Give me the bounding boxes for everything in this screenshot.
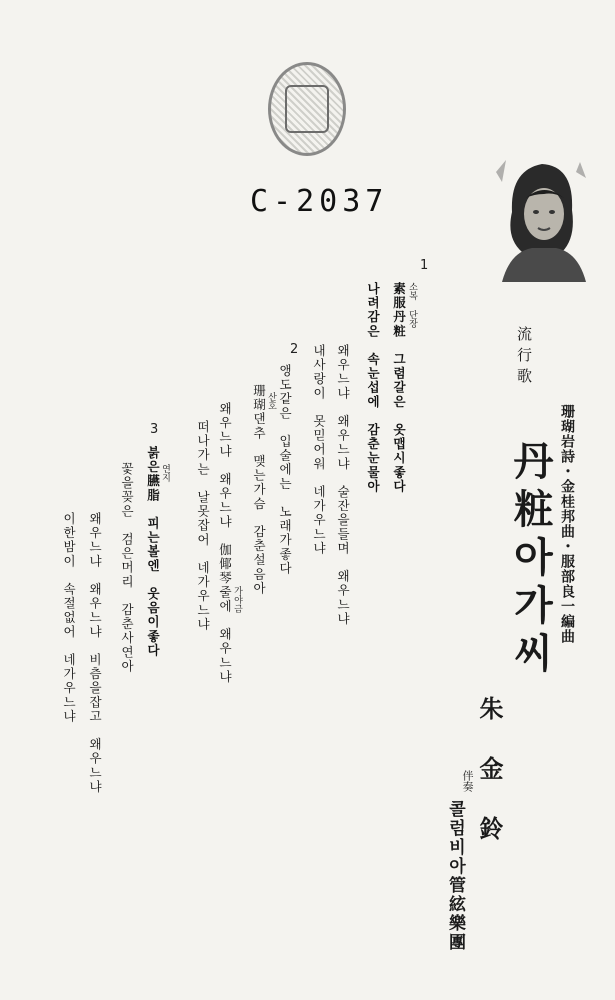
orchestra-name: 콜럼비아管絃樂團	[445, 800, 465, 952]
singer-name: 朱金鈴	[475, 696, 504, 876]
lyric-line: 내사랑이 못믿어워 네가우느냐	[311, 344, 327, 556]
lyric-ruby: 소복 단장	[407, 282, 417, 328]
accompaniment-label: 伴奏	[461, 770, 474, 792]
verse-number: 3	[150, 422, 159, 437]
lyric-line: 떠나가는 날못잡어 네가우느냐	[195, 420, 211, 632]
lyric-ruby: 산호	[266, 392, 276, 410]
genre-label: 流行歌	[515, 326, 533, 389]
credits-line: 珊瑚岩詩・金桂邦曲・服部良一編曲	[559, 404, 575, 644]
verse-number: 2	[290, 342, 299, 357]
lyric-line: 붉은臙脂 피는볼엔 웃음이좋다	[145, 446, 161, 658]
seal-stamp	[268, 62, 346, 156]
verse-number: 1	[420, 258, 429, 273]
lyric-line: 꽃을꽂은 검은머리 감춘사연아	[119, 462, 135, 674]
catalog-number: C-2037	[250, 184, 389, 219]
lyric-line: 앵도같은 입술에는 노래가좋다	[277, 364, 293, 576]
lyric-ruby: 연지	[160, 464, 170, 482]
lyric-line: 나려감은 속눈섭에 감춘눈물아	[365, 282, 381, 494]
lyric-line: 왜우느냐 왜우느냐 비츰을잡고 왜우느냐	[87, 512, 103, 794]
lyric-line: 素服丹粧 그렴갈은 옷맵시좋다	[391, 282, 407, 494]
lyric-ruby: 가야금	[232, 586, 242, 613]
lyric-line: 珊瑚댄추 맺는가슴 감춘설음아	[251, 384, 267, 596]
lyric-line: 이한밤이 속절없어 네가우느냐	[61, 512, 77, 724]
lyric-line: 왜우느냐 왜우느냐 伽倻琴줄에 왜우느냐	[217, 402, 233, 684]
song-title: 丹粧아가씨	[507, 440, 554, 680]
singer-portrait-photo	[492, 152, 588, 282]
lyric-line: 왜우느냐 왜우느냐 술잔을들며 왜우느냐	[335, 344, 351, 626]
